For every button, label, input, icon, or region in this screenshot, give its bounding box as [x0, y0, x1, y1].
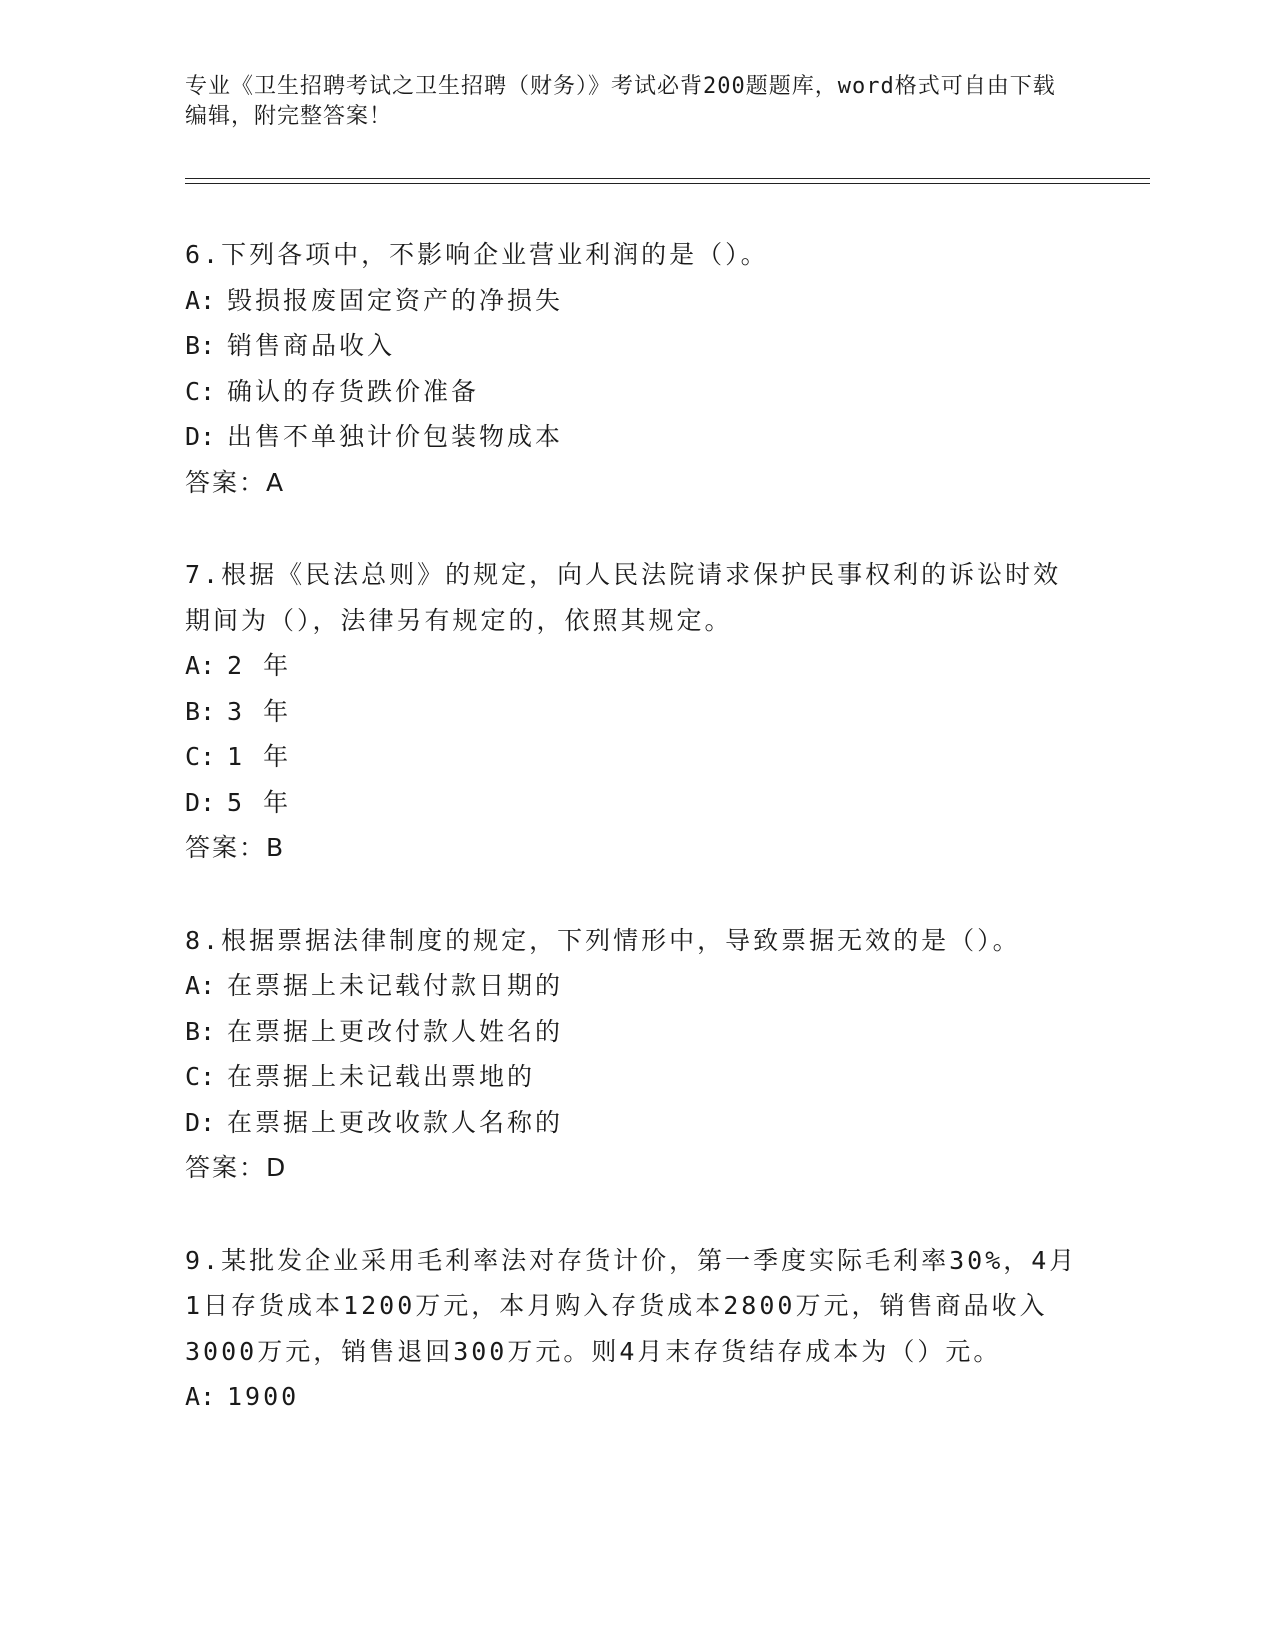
option-text: 在票据上未记载出票地的: [227, 1062, 536, 1091]
option-key: A:: [185, 971, 216, 1000]
option-text: 在票据上更改付款人姓名的: [227, 1016, 564, 1046]
option-key: C:: [185, 376, 216, 406]
option-key: D:: [185, 1107, 216, 1137]
option-item: [185, 963, 1085, 1009]
option-item: [185, 1009, 1085, 1055]
option-text: 1900: [227, 1382, 300, 1411]
option-text: 销售商品收入: [227, 331, 396, 360]
question-item: [185, 232, 1085, 505]
option-item: [185, 643, 1085, 689]
option-key: C:: [185, 742, 216, 771]
question-item: [185, 918, 1085, 1191]
option-key: A:: [185, 1382, 216, 1411]
option-item: [185, 1054, 1085, 1100]
option-text: 确认的存货跌价准备: [227, 376, 480, 406]
question-item: [185, 1238, 1085, 1420]
option-text: 出售不单独计价包装物成本: [227, 422, 564, 451]
option-text: 5 年: [227, 787, 292, 817]
question-text: 7.根据《民法总则》的规定，向人民法院请求保护民事权利的诉讼时效期间为（），法律另有规定的，依照其规定。: [185, 560, 1062, 635]
option-item: [185, 780, 1085, 826]
option-key: B:: [185, 696, 216, 726]
option-key: B:: [185, 331, 216, 360]
question-text: 9.某批发企业采用毛利率法对存货计价，第一季度实际毛利率30%，4月1日存货成本1200万元，本月购入存货成本2800万元，销售商品收入3000万元，销售退回300万元。则4月末存货结存成本为（）元。: [185, 1245, 1078, 1366]
option-text: 1 年: [227, 742, 292, 771]
option-item: [185, 278, 1085, 324]
option-key: B:: [185, 1016, 216, 1046]
document-header: 专业《卫生招聘考试之卫生招聘（财务）》考试必背200题题库，word格式可自由下载编辑，附完整答案！: [185, 74, 1056, 129]
option-key: D:: [185, 422, 216, 451]
question-text: 8.根据票据法律制度的规定，下列情形中，导致票据无效的是（）。: [185, 925, 1021, 955]
option-key: A:: [185, 285, 216, 315]
option-text: 2 年: [227, 651, 292, 680]
answer-line: 答案：A: [185, 467, 286, 497]
option-text: 在票据上未记载付款日期的: [227, 971, 564, 1000]
option-key: D:: [185, 787, 216, 817]
option-item: [185, 1374, 1085, 1420]
header-divider-bottom: [185, 183, 1150, 184]
question-text: 6.下列各项中，不影响企业营业利润的是（）。: [185, 240, 769, 269]
answer-line: 答案：B: [185, 833, 286, 862]
header-divider-top: [185, 178, 1150, 179]
option-text: 在票据上更改收款人名称的: [227, 1107, 564, 1137]
answer-line: 答案：D: [185, 1153, 288, 1182]
option-item: [185, 734, 1085, 780]
option-item: [185, 323, 1085, 369]
option-item: [185, 369, 1085, 415]
option-text: 3 年: [227, 696, 292, 726]
option-item: [185, 689, 1085, 735]
option-item: [185, 414, 1085, 460]
option-item: [185, 1100, 1085, 1146]
option-key: A:: [185, 651, 216, 680]
question-item: [185, 552, 1085, 871]
question-list: [185, 232, 1085, 1467]
option-text: 毁损报废固定资产的净损失: [227, 285, 564, 315]
option-key: C:: [185, 1062, 216, 1091]
